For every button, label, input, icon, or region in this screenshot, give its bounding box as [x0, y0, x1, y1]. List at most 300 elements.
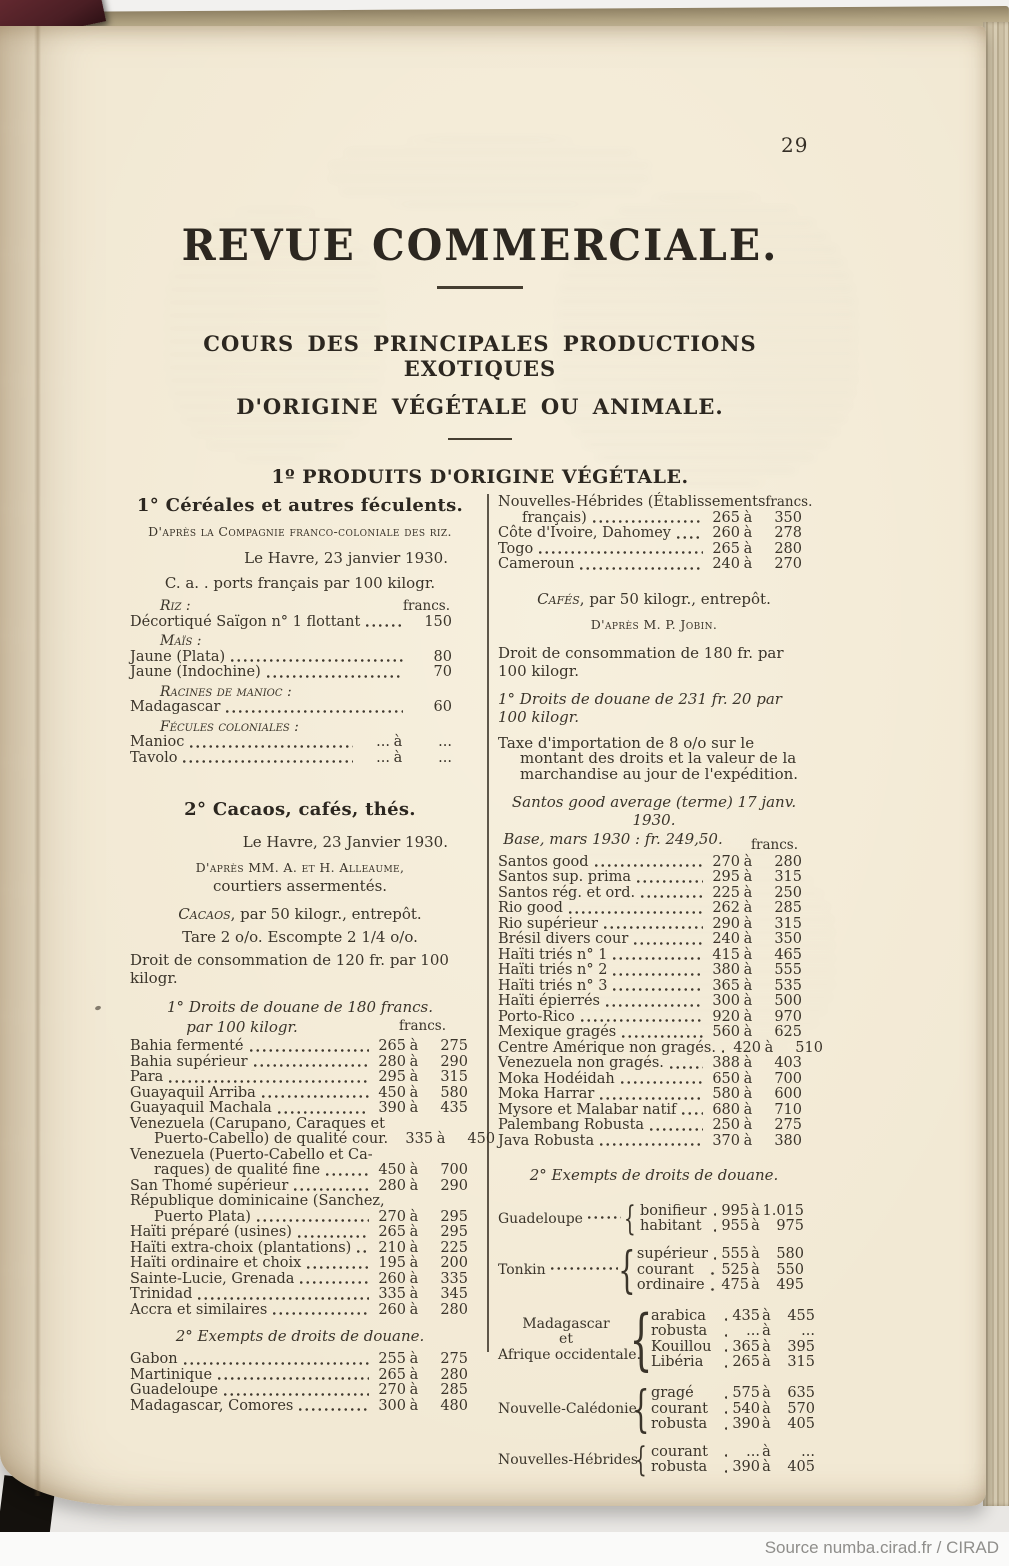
right-column — [498, 492, 823, 1481]
table-row — [130, 1148, 470, 1164]
cacaos-exempt-heading: 2° Exempts de droits de douane. — [175, 1327, 425, 1345]
bleed-through-smudge — [330, 138, 650, 208]
row-label: Sainte-Lucie, Grenada — [130, 1270, 295, 1287]
unit-head: par 100 kilogr. — [186, 1018, 298, 1036]
table-row — [130, 634, 470, 650]
table-row — [130, 1272, 470, 1288]
santos-quote-line2-row — [498, 829, 810, 853]
table-row — [498, 1072, 810, 1088]
price-high: 290 — [440, 1053, 468, 1070]
range-separator: à — [743, 915, 753, 932]
table-row — [634, 1278, 810, 1293]
row-label: Accra et similaires — [130, 1301, 268, 1318]
price-low: ... — [376, 749, 390, 766]
dot-leader — [723, 1470, 727, 1473]
table-row — [130, 650, 470, 666]
dot-leader — [537, 551, 703, 554]
range-separator: à — [409, 1162, 419, 1178]
price-low: 270 — [378, 1208, 406, 1225]
left-column — [130, 492, 496, 1480]
range-separator: à — [409, 1239, 419, 1256]
price-high: 278 — [774, 525, 802, 541]
price-high: 335 — [440, 1270, 468, 1287]
price-high: 315 — [787, 1354, 815, 1371]
dot-leader — [271, 1312, 369, 1315]
cafes-note1-rest: , par 50 kilogr., entrepôt. — [579, 589, 771, 608]
price-high: ... — [801, 1443, 815, 1460]
row-label: Haïti épierrés — [498, 993, 600, 1010]
price-high: 225 — [440, 1239, 468, 1256]
cafes-note2: Droit de consommation de 180 fr. par 100 kilogr. — [498, 643, 784, 680]
two-column-body — [130, 492, 823, 1481]
table-row — [498, 994, 810, 1010]
row-label: Bahia supérieur — [130, 1053, 248, 1070]
table-row — [648, 1355, 821, 1370]
grade-label: ordinaire — [636, 1277, 705, 1294]
cereales-source: D'après la Compagnie franco-coloniale des riz. — [148, 524, 452, 539]
price-high: 270 — [774, 556, 802, 572]
dot-leader — [578, 567, 703, 570]
table-row — [648, 1340, 821, 1355]
table-row — [498, 932, 810, 948]
price-low: 280 — [378, 1177, 406, 1194]
price-low: 270 — [378, 1382, 406, 1398]
cafes-source: D'après M. P. Jobin. — [590, 616, 718, 632]
price-low: 390 — [732, 1416, 760, 1433]
price-high: 395 — [787, 1338, 815, 1355]
range-separator: à — [751, 1277, 760, 1294]
dot-leader — [680, 1112, 703, 1115]
cacaos-exempt-table — [130, 1352, 470, 1414]
price-low: 555 — [721, 1246, 749, 1263]
price-high: 285 — [440, 1382, 468, 1398]
cafes-tax-paragraph: Taxe d'importation de 8 o/o sur le montant des droits et la valeur de la marchandise au jour de l'expédition. — [498, 733, 799, 784]
dot-leader — [712, 1257, 716, 1260]
row-label: Décortiqué Saïgon n° 1 flottant — [130, 613, 361, 630]
price-low: 390 — [732, 1459, 760, 1476]
table-row — [130, 1303, 470, 1319]
grade-label: robusta — [651, 1416, 708, 1433]
grade-label: Kouillou — [651, 1338, 712, 1355]
masthead — [130, 221, 830, 488]
price-low: 450 — [378, 1084, 406, 1101]
dot-leader — [723, 1454, 727, 1457]
row-label: Santos good — [498, 853, 589, 870]
dot-leader — [297, 1408, 369, 1411]
range-separator: à — [409, 1053, 419, 1070]
price-high: 275 — [440, 1038, 468, 1054]
article-title-line2: D'ORIGINE VÉGÉTALE OU ANIMALE. — [236, 394, 724, 419]
price-high: 975 — [776, 1218, 804, 1235]
row-label: Rio supérieur — [498, 915, 598, 932]
table-row — [498, 1087, 810, 1103]
ornament-rule — [448, 438, 512, 440]
gutter-crease — [34, 26, 41, 1496]
range-separator: à — [743, 556, 753, 572]
price-high: 315 — [774, 869, 802, 886]
price-high: 315 — [440, 1069, 468, 1085]
cafes-word: Cafés — [537, 589, 580, 608]
range-separator: à — [751, 1261, 760, 1278]
range-separator: à — [409, 1270, 419, 1287]
dot-leader — [648, 1128, 703, 1131]
range-separator: à — [409, 1255, 419, 1271]
table-row — [498, 886, 810, 902]
dot-leader — [723, 1318, 727, 1321]
dot-leader — [723, 1365, 727, 1368]
grade-label: courant — [636, 1261, 694, 1278]
range-separator: à — [762, 1459, 771, 1476]
row-label: Java Robusta — [498, 1132, 595, 1149]
dot-leader — [549, 1267, 618, 1270]
price-low: 265 — [712, 509, 740, 526]
region-line: Nouvelle-Calédonie. — [498, 1400, 642, 1417]
row-label: Riz : — [160, 598, 191, 614]
dot-leader — [611, 988, 703, 991]
cereales-table — [130, 599, 470, 766]
dot-leader — [591, 520, 703, 523]
price-high: 290 — [440, 1177, 468, 1194]
price-high: 570 — [787, 1400, 815, 1417]
price-high: 275 — [774, 1117, 802, 1134]
row-label: français) — [522, 509, 587, 526]
row-label: Santos rég. et ord. — [498, 884, 636, 901]
price-low: 295 — [712, 869, 740, 886]
row-label: Puerto Plata) — [154, 1208, 251, 1225]
row-label: Mysore et Malabar natif — [498, 1101, 677, 1118]
price-low: 300 — [378, 1397, 406, 1414]
table-row — [498, 511, 810, 527]
range-separator: à — [743, 869, 753, 886]
cafes-table — [498, 853, 823, 1150]
row-label: Porto-Rico — [498, 1008, 575, 1025]
price-low: 525 — [721, 1261, 749, 1278]
price-low: 290 — [712, 915, 740, 932]
range-separator: à — [743, 962, 753, 979]
range-separator: à — [409, 1084, 419, 1101]
price-high: 450 — [467, 1131, 496, 1147]
dot-leader — [276, 1111, 369, 1114]
price-high: 405 — [787, 1416, 815, 1433]
region-line: Nouvelles-Hébrides. — [498, 1451, 643, 1468]
cereales-heading: 1° Céréales et autres féculents. — [136, 495, 464, 516]
range-separator: à — [762, 1416, 771, 1433]
table-row — [498, 1056, 810, 1072]
dot-leader — [712, 1213, 716, 1216]
range-separator: à — [393, 749, 403, 766]
price-high: 550 — [776, 1261, 804, 1278]
price-high: 1.015 — [762, 1202, 804, 1219]
price-low: 240 — [712, 931, 740, 948]
row-label: Mexique gragés — [498, 1024, 617, 1041]
price-high: 480 — [440, 1397, 468, 1414]
row-label: Haïti triés n° 3 — [498, 977, 608, 994]
dot-leader — [675, 536, 703, 539]
region-label — [498, 1212, 623, 1227]
dot-leader — [305, 1266, 369, 1269]
price-low: 920 — [712, 1008, 740, 1025]
table-row — [498, 917, 810, 933]
dot-leader — [611, 973, 703, 976]
price-low: 265 — [378, 1038, 406, 1054]
santos-quote-line1: Santos good average (terme) 17 janv. 1930. — [511, 792, 797, 829]
dot-leader — [619, 1081, 703, 1084]
table-row — [498, 901, 810, 917]
range-separator: à — [743, 900, 753, 917]
price-low: 540 — [732, 1400, 760, 1417]
range-separator: à — [409, 1069, 419, 1085]
dot-leader — [260, 1095, 369, 1098]
row-label: Bahia fermenté — [130, 1038, 244, 1054]
grade-label: supérieur — [636, 1246, 708, 1263]
price-high: 280 — [774, 853, 802, 870]
dot-leader — [579, 1019, 703, 1022]
brace-glyph: { — [618, 1241, 636, 1300]
range-separator: à — [762, 1354, 771, 1371]
table-row — [130, 1194, 470, 1210]
table-row — [130, 1179, 470, 1195]
row-label: Gabon — [130, 1351, 178, 1367]
row-label: Trinidad — [130, 1286, 193, 1302]
table-row — [634, 1263, 810, 1278]
row-label: Manioc — [130, 734, 185, 750]
grade-label: gragé — [651, 1385, 694, 1402]
dot-leader — [709, 1288, 716, 1291]
price-low: ... — [746, 1323, 760, 1340]
price-low: 390 — [378, 1100, 406, 1116]
grade-label: robusta — [651, 1459, 708, 1476]
grade-label: courant — [651, 1400, 708, 1417]
price-high: 465 — [774, 946, 802, 963]
table-row — [130, 1368, 470, 1384]
range-separator: à — [743, 1117, 753, 1134]
table-row — [498, 494, 813, 511]
price-low: 270 — [712, 853, 740, 870]
grade-rows — [648, 1309, 821, 1371]
range-separator: à — [751, 1218, 760, 1235]
price-low: 475 — [721, 1277, 749, 1294]
table-row — [130, 665, 470, 681]
brace-glyph: { — [635, 1440, 647, 1481]
range-separator: à — [743, 540, 753, 557]
price-high: ... — [801, 1323, 815, 1340]
price-low: ... — [376, 734, 390, 750]
table-row — [498, 1134, 810, 1150]
region-line: Afrique occidentale. — [498, 1346, 641, 1363]
price-high: ... — [438, 749, 452, 766]
price-high: 250 — [774, 884, 802, 901]
table-row — [130, 1163, 470, 1179]
price-high: 80 — [433, 648, 452, 665]
price-low: 450 — [378, 1162, 406, 1178]
row-label: Cameroun — [498, 556, 575, 572]
dot-leader — [598, 1097, 703, 1100]
dot-leader — [222, 1393, 369, 1396]
table-row — [130, 1039, 470, 1055]
table-row — [498, 1039, 823, 1057]
range-separator: à — [743, 1024, 753, 1041]
price-low: 260 — [712, 525, 740, 541]
price-high: 280 — [440, 1301, 468, 1318]
table-row — [130, 599, 470, 615]
table-row — [130, 1101, 470, 1117]
cacaos-source-line2: courtiers assermentés. — [212, 877, 388, 895]
exempt-group — [498, 1199, 810, 1239]
dot-leader — [167, 1080, 369, 1083]
table-row — [648, 1386, 821, 1401]
price-high: 435 — [440, 1100, 468, 1116]
dot-leader — [181, 760, 353, 763]
dot-leader — [723, 1349, 727, 1352]
cafes-duty-subhead: 1° Droits de douane de 231 fr. 20 par 100 kilogr. — [498, 689, 782, 726]
price-high: 405 — [787, 1459, 815, 1476]
price-high: 635 — [787, 1385, 815, 1402]
price-low: 260 — [378, 1270, 406, 1287]
price-high: 315 — [774, 915, 802, 932]
grade-label: courant — [651, 1443, 708, 1460]
dot-leader — [620, 1035, 703, 1038]
section-heading: 1º PRODUITS D'ORIGINE VÉGÉTALE. — [271, 466, 689, 488]
price-high: 280 — [774, 540, 802, 557]
grade-rows — [648, 1445, 821, 1476]
price-high: 555 — [774, 962, 802, 979]
dot-leader — [255, 1219, 369, 1222]
price-low: 262 — [712, 900, 740, 917]
price-low: 295 — [378, 1069, 406, 1085]
price-high: 275 — [440, 1351, 468, 1367]
cacaos-table — [130, 1038, 496, 1318]
price-high: 70 — [433, 664, 452, 680]
dot-leader — [635, 880, 703, 883]
row-label: Haïti extra-choix (plantations) — [130, 1239, 352, 1256]
row-label: République dominicaine (Sanchez, — [130, 1193, 385, 1209]
range-separator: à — [743, 1070, 753, 1087]
row-label: Nouvelles-Hébrides (Établissements — [498, 494, 766, 510]
price-high: 700 — [774, 1070, 802, 1087]
range-separator: à — [409, 1177, 419, 1194]
brace-glyph: { — [629, 1301, 653, 1379]
table-row — [498, 855, 810, 871]
price-low: 370 — [712, 1132, 740, 1149]
row-label: Guadeloupe — [130, 1382, 218, 1398]
price-low: 388 — [712, 1055, 740, 1072]
range-separator: à — [743, 1055, 753, 1072]
currency-column-head: francs. — [403, 598, 450, 614]
exempt-group — [498, 1380, 815, 1439]
price-low: 265 — [378, 1366, 406, 1383]
grade-rows — [634, 1247, 810, 1293]
grade-label: Libéria — [651, 1354, 704, 1371]
price-high: 345 — [440, 1286, 468, 1302]
price-low: 365 — [712, 977, 740, 994]
table-row — [648, 1445, 821, 1460]
grade-rows — [648, 1386, 821, 1432]
table-row — [130, 1399, 470, 1415]
row-label: Guayaquil Machala — [130, 1100, 272, 1116]
dot-leader — [392, 1142, 396, 1145]
range-separator: à — [764, 1039, 774, 1056]
region-label — [498, 1400, 642, 1417]
cafes-note1 — [498, 590, 810, 608]
dot-leader — [364, 624, 403, 627]
dot-leader — [296, 1235, 369, 1238]
grade-label: arabica — [651, 1308, 706, 1325]
row-label: Togo — [498, 540, 534, 557]
row-label: Brésil divers cour — [498, 931, 629, 948]
price-high: 580 — [776, 1246, 804, 1263]
row-label: Haïti triés n° 2 — [498, 962, 608, 979]
price-high: 295 — [440, 1208, 468, 1225]
row-label: Haïti préparé (usines) — [130, 1224, 292, 1240]
cacaos-duty-subhead: 1° Droits de douane de 180 francs. — [167, 998, 433, 1016]
row-label: Fécules coloniales : — [160, 718, 299, 735]
table-row — [498, 542, 810, 558]
cereales-note: C. a. . ports français par 100 kilogr. — [164, 574, 436, 592]
table-row — [498, 979, 810, 995]
cacaos-heading: 2° Cacaos, cafés, thés. — [184, 799, 416, 820]
dot-leader — [709, 1272, 716, 1275]
range-separator: à — [743, 509, 753, 526]
region-line: Madagascar — [522, 1315, 610, 1332]
cacaos-note1-rest: , par 50 kilogr., entrepôt. — [230, 905, 422, 923]
range-separator: à — [409, 1038, 419, 1054]
range-separator: à — [743, 1086, 753, 1103]
currency-column-head: francs. — [765, 494, 813, 510]
table-row — [130, 1225, 470, 1241]
price-high: 500 — [774, 993, 802, 1010]
dot-leader — [229, 659, 403, 662]
price-high: 350 — [774, 509, 802, 526]
region-line: et — [559, 1331, 573, 1348]
dot-leader — [723, 1411, 727, 1414]
range-separator: à — [393, 734, 403, 750]
price-low: 300 — [712, 993, 740, 1010]
range-separator: à — [743, 993, 753, 1010]
range-separator: à — [762, 1308, 771, 1325]
dot-leader — [567, 911, 703, 914]
row-label: Santos sup. prima — [498, 869, 632, 886]
price-low: 280 — [378, 1053, 406, 1070]
dot-leader — [598, 1143, 703, 1146]
region-line: Guadeloupe — [498, 1210, 583, 1227]
price-low: 255 — [378, 1351, 406, 1367]
range-separator: à — [751, 1202, 760, 1219]
price-low: 435 — [732, 1308, 760, 1325]
dot-leader — [252, 1064, 369, 1067]
range-separator: à — [409, 1286, 419, 1302]
price-low: 335 — [378, 1286, 406, 1302]
dot-leader — [196, 1297, 369, 1300]
table-row — [498, 1025, 810, 1041]
table-row — [130, 1070, 470, 1086]
currency-column-head: francs. — [751, 836, 798, 853]
price-high: 535 — [774, 977, 802, 994]
dot-leader — [216, 1377, 369, 1380]
grade-rows — [637, 1204, 810, 1235]
table-row — [130, 1055, 470, 1071]
dot-leader — [720, 1050, 724, 1053]
brace-glyph: { — [624, 1199, 636, 1240]
row-label: Haïti triés n° 1 — [498, 946, 608, 963]
range-separator: à — [762, 1400, 771, 1417]
table-row — [498, 963, 810, 979]
table-row — [130, 1287, 470, 1303]
price-low: 365 — [732, 1338, 760, 1355]
dot-leader — [611, 957, 703, 960]
dot-leader — [604, 1004, 703, 1007]
price-low: 650 — [712, 1070, 740, 1087]
region-label — [498, 1315, 641, 1363]
